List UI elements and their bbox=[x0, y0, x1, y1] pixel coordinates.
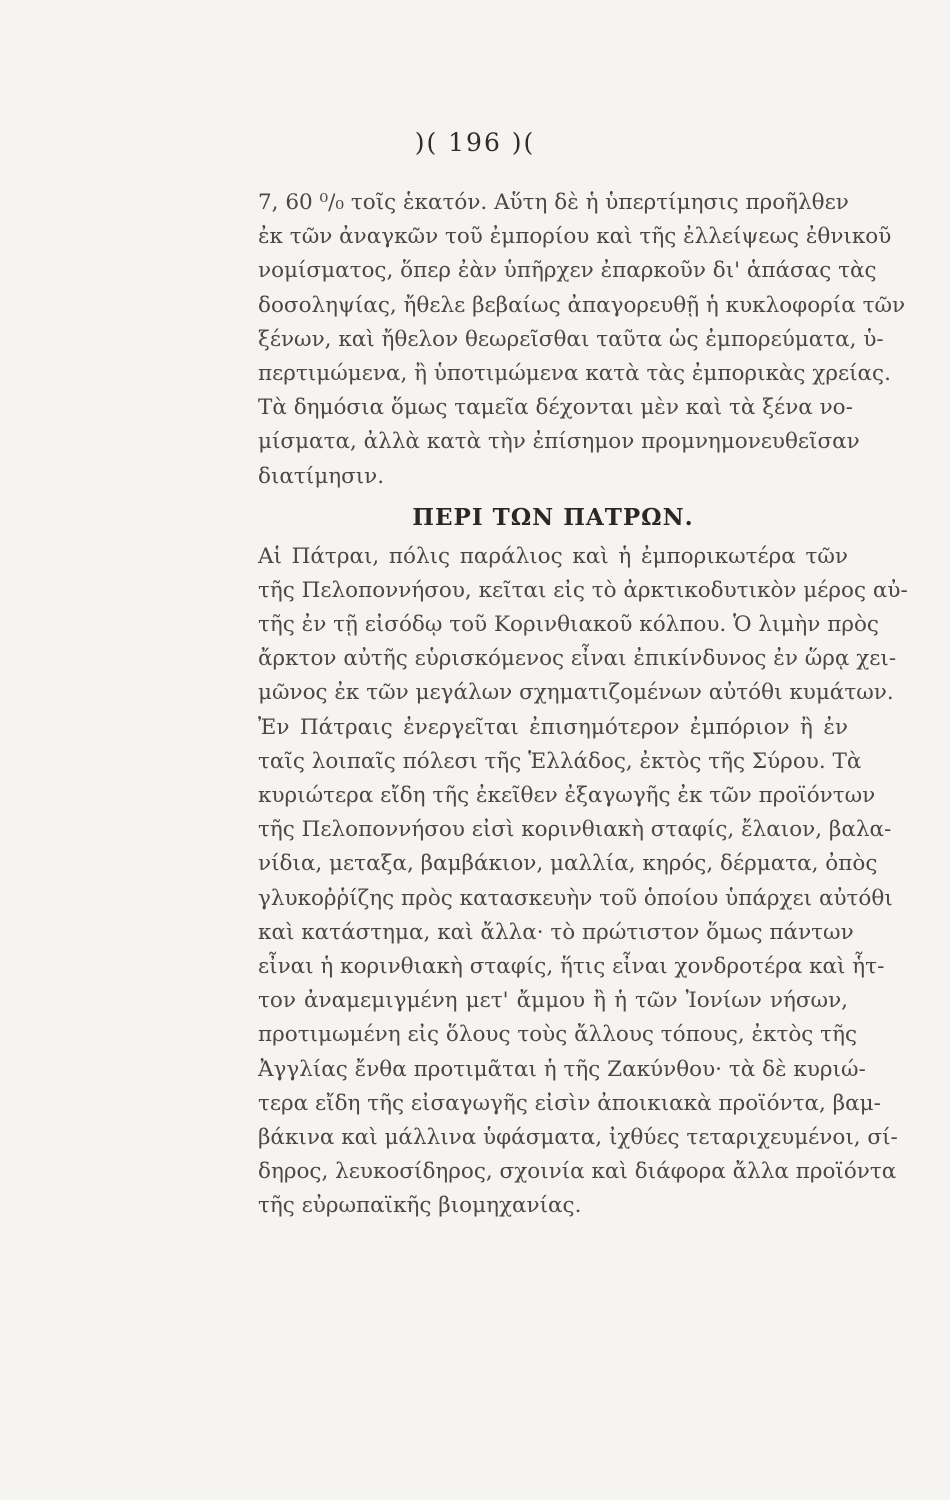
text-line: μῶνος ἐκ τῶν μεγάλων σχηματιζομένων αὐτόθι κυμάτων. bbox=[258, 680, 894, 706]
text-line: 7, 60 ⁰/₀ τοῖς ἑκατόν. Αὕτη δὲ ἡ ὑπερτίμησις προῆλθεν bbox=[258, 190, 849, 215]
text-line: τερα εἴδη τῆς εἰσαγωγῆς εἰσὶν ἀποικιακὰ προϊόντα, βαμ- bbox=[258, 1090, 881, 1116]
text-line: περτιμώμενα, ἢ ὑποτιμώμενα κατὰ τὰς ἐμπορικὰς χρείας. bbox=[258, 360, 891, 386]
text-line: δοσοληψίας, ἤθελε βεβαίως ἀπαγορευθῇ ἡ κυκλοφορία τῶν bbox=[258, 292, 906, 318]
text-line: τῆς ἐν τῇ εἰσόδῳ τοῦ Κορινθιακοῦ κόλπου. Ὁ λιμὴν πρὸς bbox=[258, 612, 879, 638]
text-line: τῆς εὐρωπαϊκῆς βιομηχανίας. bbox=[258, 1193, 582, 1219]
paragraph-1 bbox=[258, 186, 906, 494]
section-title: ΠΕΡΙ ΤΩΝ ΠΑΤΡΩΝ. bbox=[412, 503, 694, 531]
text-line: Τὰ δημόσια ὅμως ταμεῖα δέχονται μὲν καὶ τὰ ξένα νο- bbox=[258, 395, 853, 421]
text-line: κυριώτερα εἴδη τῆς ἐκεῖθεν ἐξαγωγῆς ἐκ τῶν προϊόντων bbox=[258, 783, 876, 808]
paragraph-2 bbox=[258, 540, 908, 711]
text-line: μίσματα, ἀλλὰ κατὰ τὴν ἐπίσημον προμνημονευθεῖσαν bbox=[258, 429, 860, 455]
text-line: καὶ κατάστημα, καὶ ἄλλα· τὸ πρώτιστον ὅμως πάντων bbox=[258, 919, 854, 945]
text-line: νομίσματος, ὅπερ ἐὰν ὑπῆρχεν ἐπαρκοῦν δι' ἁπάσας τὰς bbox=[258, 258, 877, 284]
text-line: βάκινα καὶ μάλλινα ὑφάσματα, ἰχθύες τεταριχευμένοι, σί- bbox=[258, 1124, 898, 1150]
text-line: τῆς Πελοποννήσου εἰσὶ κορινθιακὴ σταφίς, ἔλαιον, βαλα- bbox=[258, 817, 892, 843]
text-line: γλυκοῤῥίζης πρὸς κατασκευὴν τοῦ ὁποίου ὑπάρχει αὐτόθι bbox=[258, 885, 893, 911]
text-line: ξένων, καὶ ἤθελον θεωρεῖσθαι ταῦτα ὡς ἐμπορεύματα, ὑ- bbox=[258, 326, 884, 352]
page-number-header: )( 196 )( bbox=[414, 128, 536, 157]
text-line: ἄρκτον αὐτῆς εὑρισκόμενος εἶναι ἐπικίνδυνος ἐν ὥρᾳ χει- bbox=[258, 646, 897, 672]
text-line: τον ἀναμεμιγμένη μετ' ἄμμου ἢ ἡ τῶν Ἰονίων νήσων, bbox=[258, 988, 848, 1014]
paragraph-3 bbox=[258, 711, 898, 1224]
text-line: Ἀγγλίας ἔνθα προτιμᾶται ἡ τῆς Ζακύνθου· τὰ δὲ κυριώ- bbox=[258, 1056, 866, 1082]
page-body bbox=[258, 186, 908, 1223]
text-line: δηρος, λευκοσίδηρος, σχοινία καὶ διάφορα ἄλλα προϊόντα bbox=[258, 1159, 897, 1185]
text-line: Ἐν Πάτραις ἐνεργεῖται ἐπισημότερον ἐμπόριον ἢ ἐν bbox=[258, 714, 848, 740]
text-line: Αἱ Πάτραι, πόλις παράλιος καὶ ἡ ἐμπορικωτέρα τῶν bbox=[258, 543, 848, 569]
text-line: νίδια, μεταξα, βαμβάκιον, μαλλία, κηρός, δέρματα, ὀπὸς bbox=[258, 851, 878, 877]
text-line: διατίμησιν. bbox=[258, 463, 385, 489]
text-line: εἶναι ἡ κορινθιακὴ σταφίς, ἥτις εἶναι χονδροτέρα καὶ ἧτ- bbox=[258, 953, 885, 979]
text-line: τῆς Πελοποννήσου, κεῖται εἰς τὸ ἀρκτικοδυτικὸν μέρος αὐ- bbox=[258, 577, 908, 603]
text-line: ἐκ τῶν ἀναγκῶν τοῦ ἐμπορίου καὶ τῆς ἐλλείψεως ἐθνικοῦ bbox=[258, 224, 892, 250]
text-line: προτιμωμένη εἰς ὅλους τοὺς ἄλλους τόπους, ἐκτὸς τῆς bbox=[258, 1022, 857, 1048]
text-line: ταῖς λοιπαῖς πόλεσι τῆς Ἑλλάδος, ἐκτὸς τῆς Σύρου. Τὰ bbox=[258, 748, 862, 774]
